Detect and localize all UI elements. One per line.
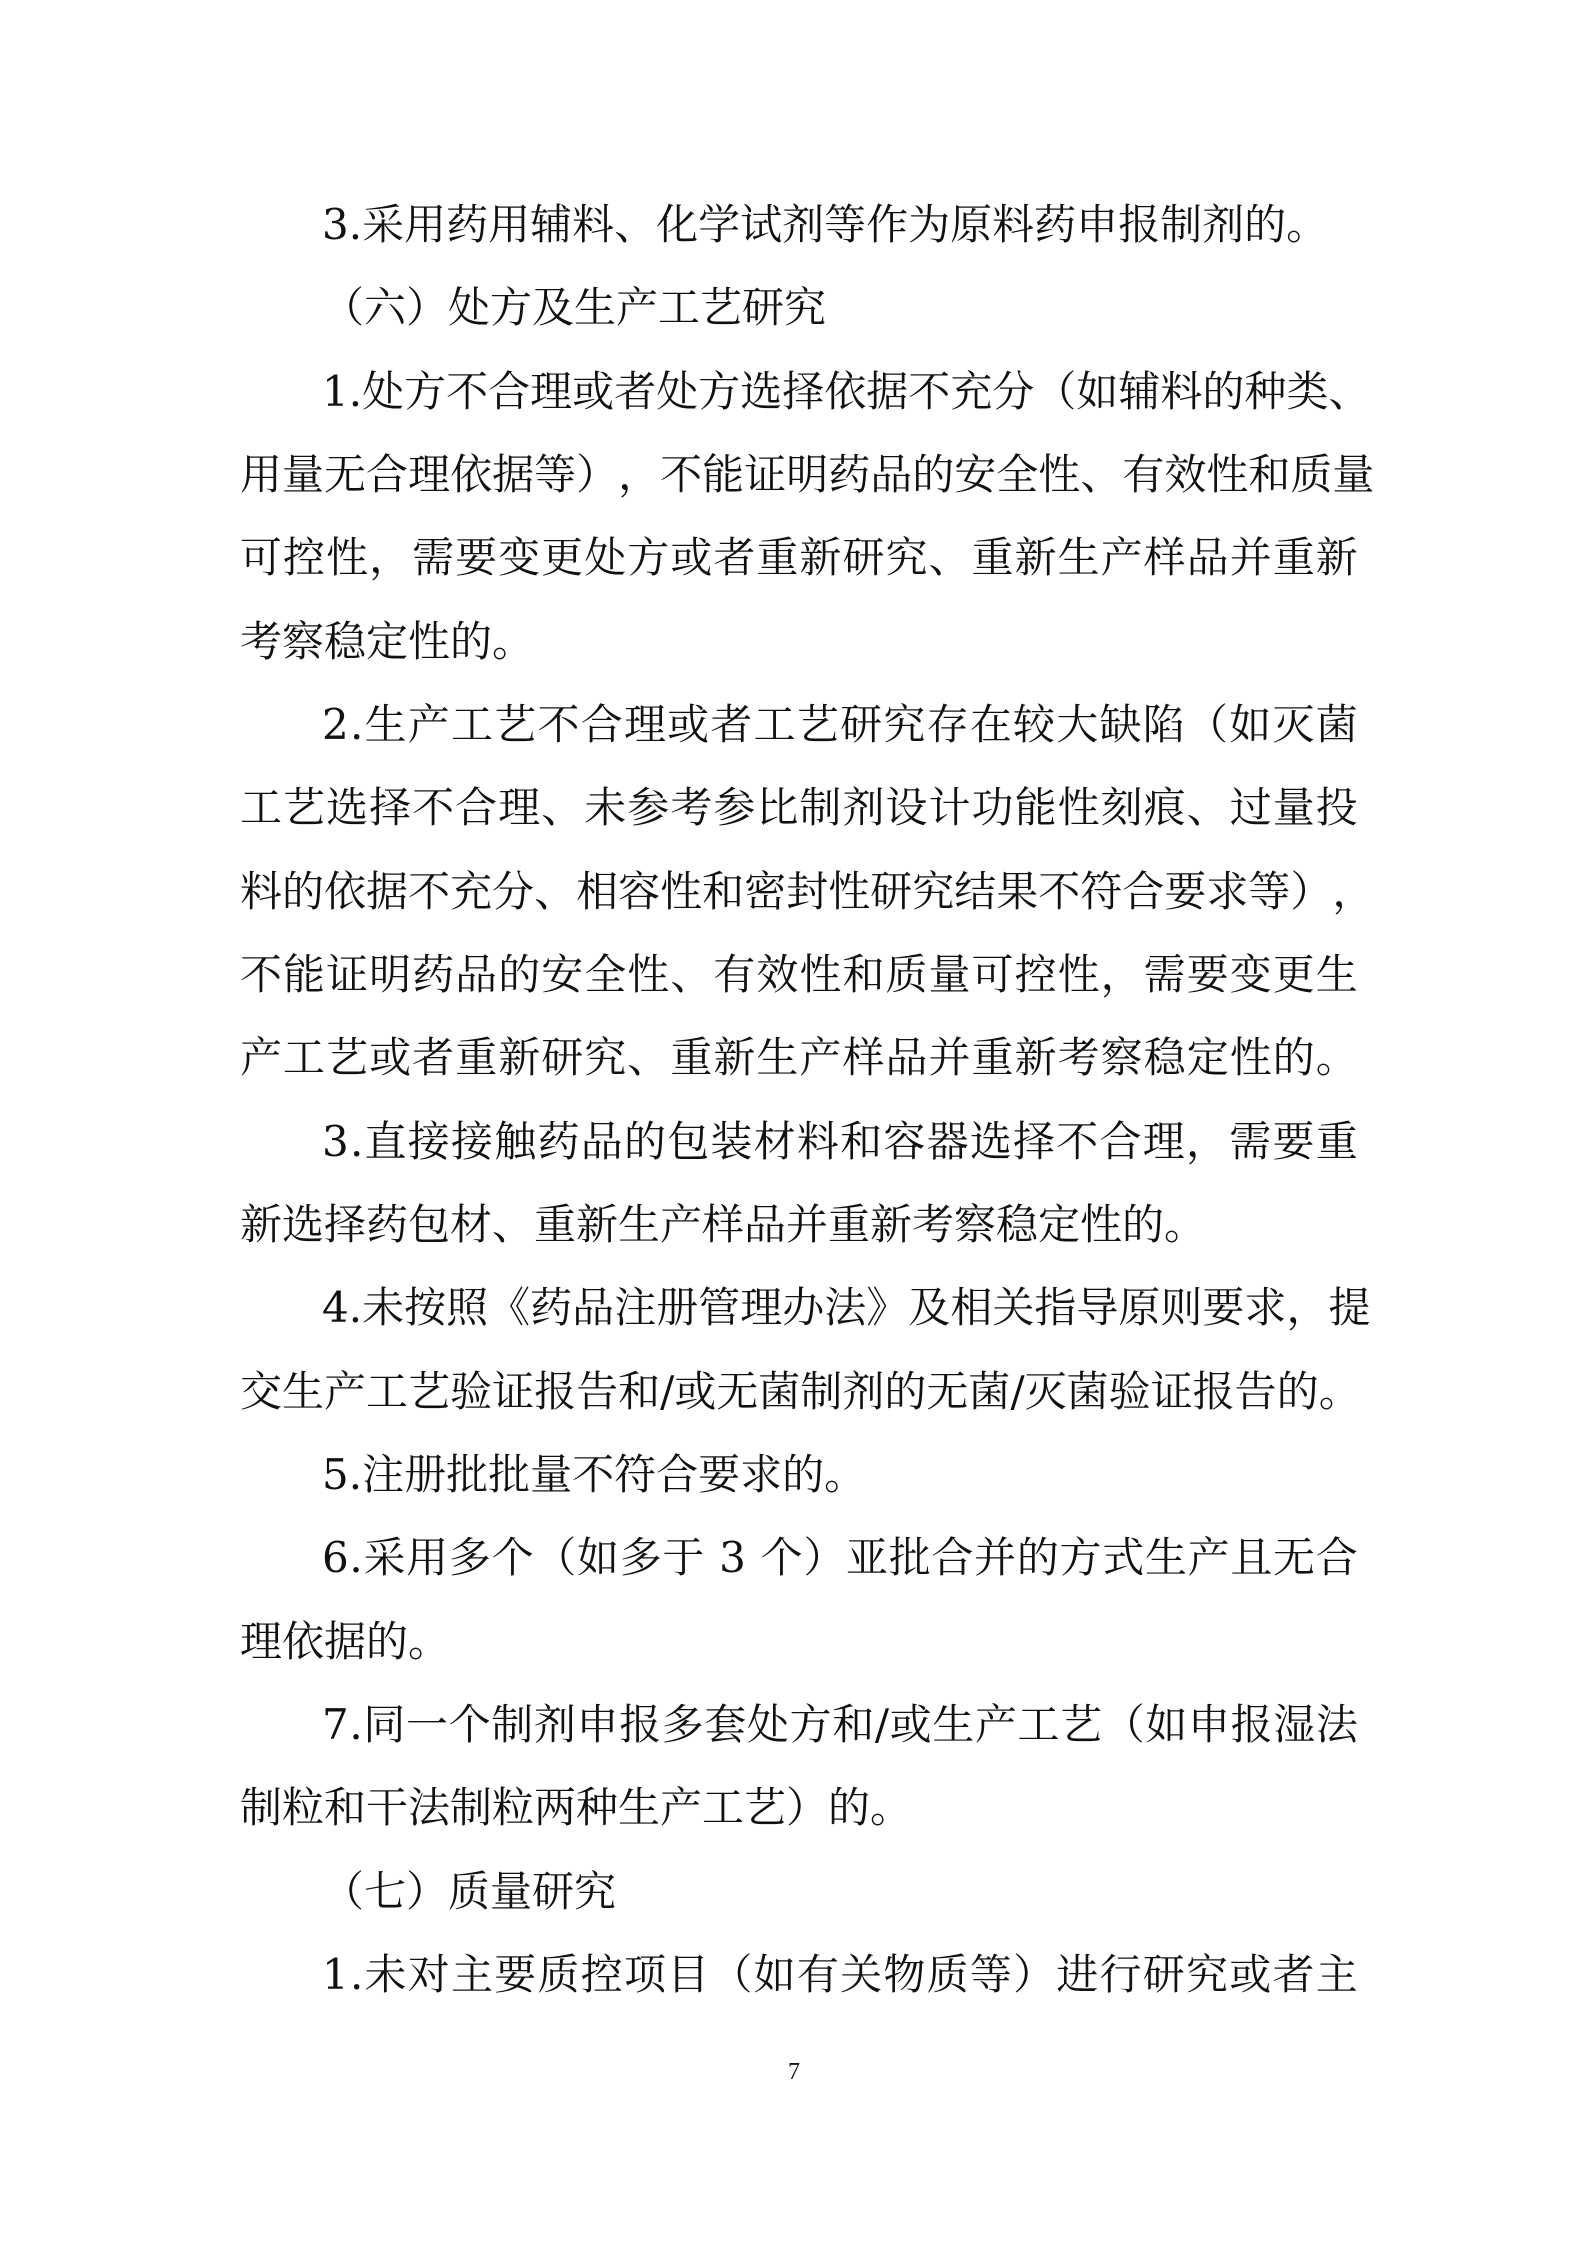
- text-line: 不 能 证 明 药 品 的 安 全 性 、 有 效 性 和 质 量 可 控 性 ， 需 要 变 更 生: [240, 950, 1358, 999]
- text-line: 可 控 性 ， 需 要 变 更 处 方 或 者 重 新 研 究 、 重 新 生 产 样 品 并 重 新: [240, 533, 1358, 582]
- text-line: 1 . 处 方 不 合 理 或 者 处 方 选 择 依 据 不 充 分 （ 如 辅 料 的 种 类 、: [322, 367, 1371, 416]
- text-line: 2 . 生 产 工 艺 不 合 理 或 者 工 艺 研 究 存 在 较 大 缺 陷 （ 如 灭 菌: [322, 700, 1358, 749]
- text-line: 3 . 直 接 接 触 药 品 的 包 装 材 料 和 容 器 选 择 不 合 理 ， 需 要 重: [322, 1117, 1358, 1166]
- text-line: 1 . 未 对 主 要 质 控 项 目 （ 如 有 关 物 质 等 ） 进 行 研 究 或 者 主: [322, 1950, 1358, 1999]
- text-line: 工 艺 选 择 不 合 理 、 未 参 考 参 比 制 剂 设 计 功 能 性 刻 痕 、 过 量 投: [240, 783, 1358, 832]
- text-line: 3.采用药用辅料、化学试剂等作为原料药申报制剂的。: [322, 200, 1329, 249]
- text-line: 新选择药包材、重新生产样品并重新考察稳定性的。: [240, 1200, 1207, 1249]
- text-line: （六）处方及生产工艺研究: [322, 283, 827, 332]
- text-line: 7 . 同 一 个 制 剂 申 报 多 套 处 方 和 / 或 生 产 工 艺 （ 如 申 报 湿 法: [322, 1700, 1358, 1749]
- text-line: 产 工 艺 或 者 重 新 研 究 、 重 新 生 产 样 品 并 重 新 考 察 稳 定 性 的 。: [240, 1033, 1358, 1082]
- text-line: 4 . 未 按 照 《 药 品 注 册 管 理 办 法 》 及 相 关 指 导 原 则 要 求 ， 提: [322, 1283, 1371, 1332]
- text-line: 制粒和干法制粒两种生产工艺）的。: [240, 1783, 913, 1832]
- text-line: 6 . 采 用 多 个 （ 如 多 于 3 个 ） 亚 批 合 并 的 方 式 生 产 且 无 合: [322, 1533, 1358, 1582]
- text-line: 5.注册批批量不符合要求的。: [322, 1450, 867, 1499]
- text-line: 用 量 无 合 理 依 据 等 ） ， 不 能 证 明 药 品 的 安 全 性 、 有 效 性 和 质 量: [240, 450, 1375, 499]
- page-number: 7: [788, 2059, 800, 2085]
- text-line: 考察稳定性的。: [240, 617, 535, 666]
- text-line: 交 生 产 工 艺 验 证 报 告 和 / 或 无 菌 制 剂 的 无 菌 / 灭 菌 验 证 报 告 的 。: [240, 1367, 1361, 1416]
- text-line: 理依据的。: [240, 1617, 451, 1666]
- text-line: 料 的 依 据 不 充 分 、 相 容 性 和 密 封 性 研 究 结 果 不 符 合 要 求 等 ） ，: [240, 867, 1375, 916]
- text-line: （七）质量研究: [322, 1867, 617, 1916]
